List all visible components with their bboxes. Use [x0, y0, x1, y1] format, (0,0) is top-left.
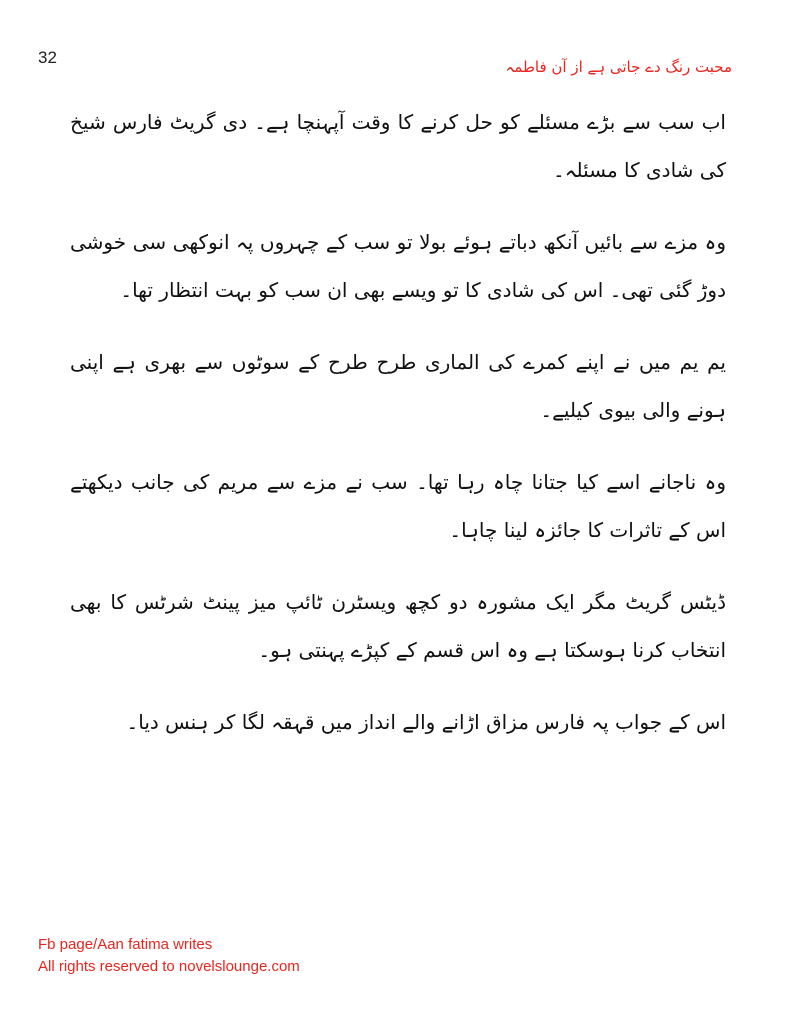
running-header: محبت رنگ دے جاتی ہے از آن فاطمہ: [505, 58, 732, 76]
paragraph: اب سب سے بڑے مسئلے کو حل کرنے کا وقت آپہنچا ہے۔ دی گریٹ فارس شیخ کی شادی کا مسئلہ۔: [70, 110, 726, 182]
footer-fb-page: Fb page/Aan fatima writes: [38, 936, 213, 953]
paragraph: یم یم میں نے اپنے کمرے کی الماری طرح طرح کے سوٹوں سے بھری ہے اپنی ہونے والی بیوی کیلیے۔: [70, 350, 726, 422]
footer: [38, 934, 300, 978]
paragraph: وہ مزے سے بائیں آنکھ دباتے ہوئے بولا تو سب کے چہروں پہ انوکھی سی خوشی دوڑ گئی تھی۔ اس کی شادی کا تو ویسے بھی ان سب کو بہت انتظار تھا۔: [70, 230, 726, 302]
paragraph: اس کے جواب پہ فارس مزاق اڑانے والے انداز میں قہقہ لگا کر ہنس دیا۔: [126, 710, 726, 734]
paragraph: ڈیٹس گریٹ مگر ایک مشورہ دو کچھ ویسٹرن ٹائپ میز پینٹ شرٹس کا بھی انتخاب کرنا ہوسکتا ہے وہ اس قسم کے کپڑے پہنتی ہو۔: [70, 590, 726, 662]
footer-rights: All rights reserved to novelslounge.com: [38, 958, 300, 975]
paragraph: وہ ناجانے اسے کیا جتانا چاہ رہا تھا۔ سب نے مزے سے مریم کی جانب دیکھتے اس کے تاثرات کا جائزہ لینا چاہا۔: [70, 470, 726, 542]
story-body: [70, 98, 726, 770]
page-number: 32: [38, 48, 57, 67]
